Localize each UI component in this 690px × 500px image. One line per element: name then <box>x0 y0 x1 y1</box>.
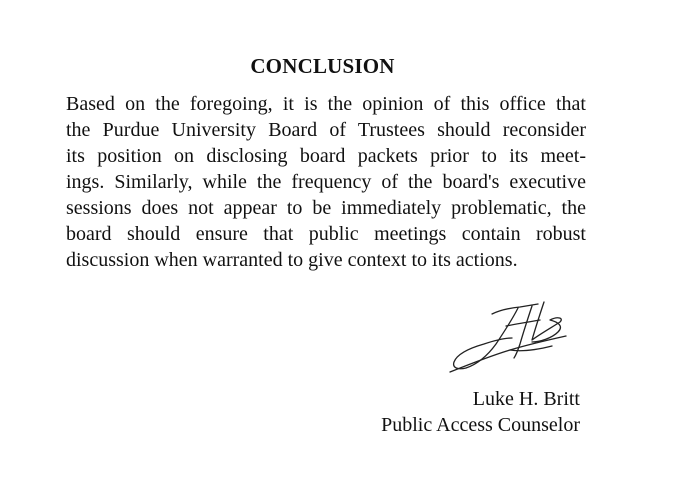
paragraph-line: Based on the foregoing, it is the opinion of this office that <box>66 93 586 115</box>
section-heading: CONCLUSION <box>250 54 395 78</box>
signatory-title: Public Access Counselor <box>381 414 580 436</box>
signatory-name: Luke H. Britt <box>472 388 580 410</box>
paragraph-line: the Purdue University Board of Trustees should reconsider <box>66 119 586 141</box>
paragraph-line: board should ensure that public meetings contain robust <box>66 223 586 245</box>
signature-block <box>330 386 580 438</box>
handwritten-signature-icon <box>440 292 580 377</box>
conclusion-paragraph <box>66 91 586 273</box>
paragraph-line: discussion when warranted to give context to its actions. <box>66 249 518 271</box>
paragraph-line: ings. Similarly, while the frequency of the board's executive <box>66 171 586 193</box>
paragraph-line: its position on disclosing board packets prior to its meet- <box>66 145 586 167</box>
paragraph-line: sessions does not appear to be immediately problematic, the <box>66 197 586 219</box>
